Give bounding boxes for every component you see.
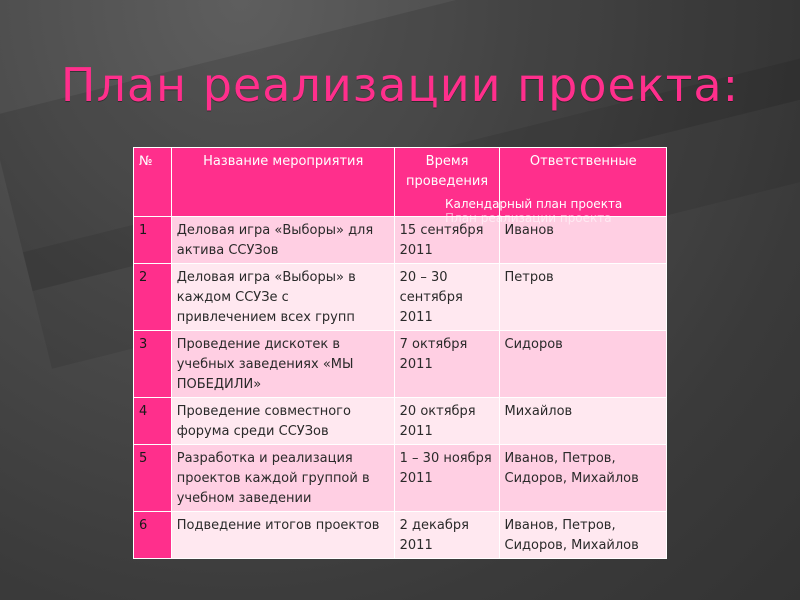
overlay-caption-line: Календарный план проекта [445,197,623,211]
table-row [134,512,667,559]
row-time: 20 – 30 сентября 2011 [394,264,499,331]
row-time: 1 – 30 ноября 2011 [394,445,499,512]
row-number: 2 [134,264,172,331]
row-event: Подведение итогов проектов [171,512,394,559]
row-responsible: Сидоров [499,331,667,398]
slide-title: План реализации проекта: [60,58,740,112]
row-responsible: Петров [499,264,667,331]
row-number: 4 [134,398,172,445]
overlay-caption-line: План реализации проекта [445,211,612,225]
row-responsible: Иванов, Петров, Сидоров, Михайлов [499,512,667,559]
row-number: 1 [134,217,172,264]
row-event: Разработка и реализация проектов каждой группой в учебном заведении [171,445,394,512]
row-responsible: Михайлов [499,398,667,445]
row-event: Проведение дискотек в учебных заведениях «МЫ ПОБЕДИЛИ» [171,331,394,398]
header-number: № [134,148,172,217]
table-row [134,445,667,512]
row-time: 20 октября 2011 [394,398,499,445]
overlay-caption [445,196,622,226]
header-responsible: Ответственные [499,148,667,217]
header-event: Название мероприятия [171,148,394,217]
row-responsible: Иванов, Петров, Сидоров, Михайлов [499,445,667,512]
row-time: 15 сентября 2011 [394,217,499,264]
row-event: Деловая игра «Выборы» для актива ССУЗов [171,217,394,264]
table-row [134,331,667,398]
row-responsible: Иванов [499,217,667,264]
table-row [134,264,667,331]
row-time: 7 октября 2011 [394,331,499,398]
row-time: 2 декабря 2011 [394,512,499,559]
table-row [134,398,667,445]
row-event: Деловая игра «Выборы» в каждом ССУЗе с привлечением всех групп [171,264,394,331]
row-number: 6 [134,512,172,559]
row-event: Проведение совместного форума среди ССУЗов [171,398,394,445]
row-number: 5 [134,445,172,512]
row-number: 3 [134,331,172,398]
table-body [134,217,667,559]
header-time: Время проведения [394,148,499,217]
